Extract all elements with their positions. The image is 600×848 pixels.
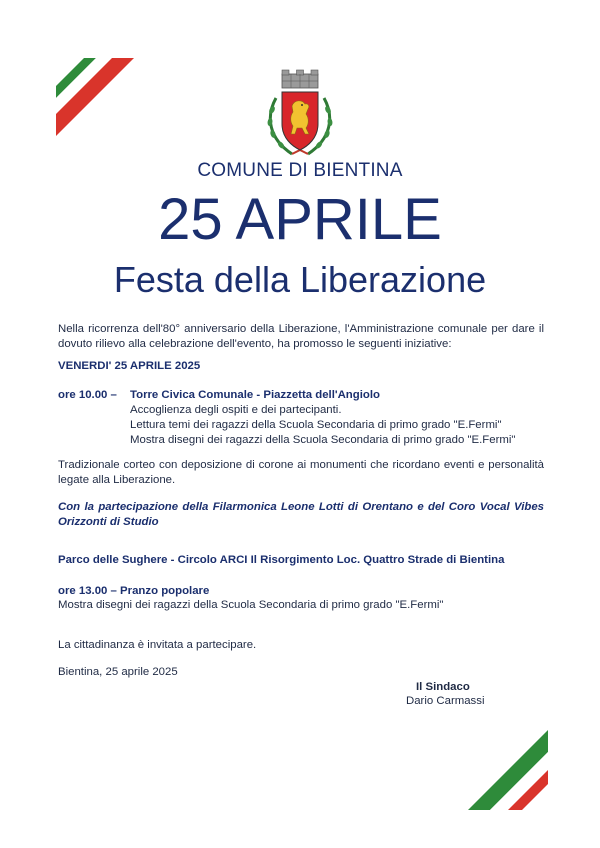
program-location: Torre Civica Comunale - Piazzetta dell'Angiolo [130, 389, 380, 401]
page-title: 25 APRILE [158, 187, 442, 252]
program-details [130, 388, 550, 448]
signature-role: Il Sindaco [416, 681, 470, 693]
italian-flag-ribbon-top-left [56, 58, 134, 136]
date-heading: VENERDI' 25 APRILE 2025 [58, 360, 201, 372]
comune-name: COMUNE DI BIENTINA [197, 160, 403, 181]
program-item: Mostra disegni dei ragazzi della Scuola Secondaria di primo grado "E.Fermi" [130, 434, 516, 446]
participation-paragraph: Con la partecipazione della Filarmonica Leone Lotti di Orentano e del Coro Vocal Vibes Orizzonti di Studio [58, 501, 544, 528]
program-item: Accoglienza degli ospiti e dei partecipanti. [130, 404, 342, 416]
intro-paragraph: Nella ricorrenza dell'80° anniversario della Liberazione, l'Amministrazione comunale per dare il dovuto rilievo alla celebrazione dell'evento, ha promosso le seguenti iniziative: [58, 323, 544, 350]
parco-heading: Parco delle Sughere - Circolo ARCI Il Risorgimento Loc. Quattro Strade di Bientina [58, 554, 505, 566]
signature-name: Dario Carmassi [406, 695, 485, 707]
program-item: Lettura temi dei ragazzi della Scuola Secondaria di primo grado "E.Fermi" [130, 419, 502, 431]
italian-flag-ribbon-bottom-right [468, 730, 548, 810]
page-subtitle: Festa della Liberazione [113, 259, 487, 300]
invito-text: La cittadinanza è invitata a partecipare. [58, 639, 257, 651]
place-date: Bientina, 25 aprile 2025 [58, 666, 178, 678]
comune-crest-icon [262, 68, 338, 160]
pranzo-text: Mostra disegni dei ragazzi della Scuola Secondaria di primo grado "E.Fermi" [58, 599, 444, 611]
program-time: ore 10.00 – [58, 389, 117, 401]
pranzo-title: ore 13.00 – Pranzo popolare [58, 585, 210, 597]
corteo-paragraph: Tradizionale corteo con deposizione di corone ai monumenti che ricordano eventi e personalità legate alla Liberazione. [58, 459, 544, 486]
